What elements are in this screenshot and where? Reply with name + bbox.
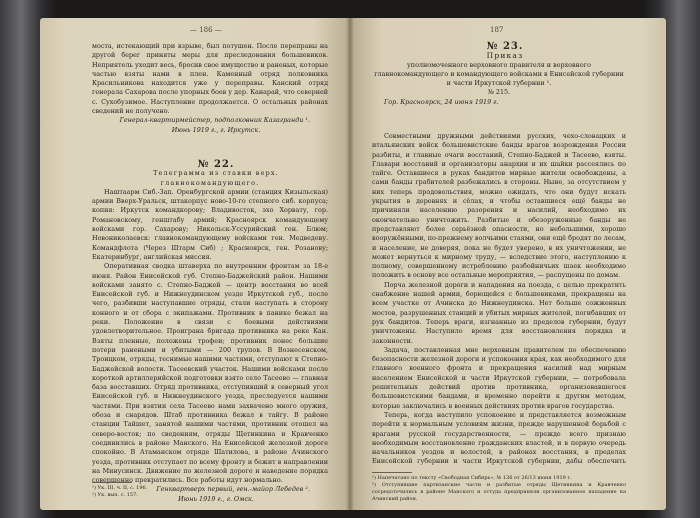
- right-doc-header: [372, 42, 626, 107]
- left-page: [40, 18, 350, 510]
- right-body: [372, 132, 626, 466]
- footnote-rule: [372, 472, 412, 473]
- telegram-title: Телеграмма из ставки верх. главнокомандующего.: [153, 169, 279, 187]
- doc-subtitle: уполномоченного верховного правителя и верховного главнокомандующего и командующего войсками в Енисейской губернии и части Иркутской губернии ¹.: [374, 60, 624, 88]
- left-footnotes: [92, 480, 328, 499]
- right-footnote: ²) Отступившие партизанские части и разбитые отряды Щетинкина и Кравченко сосредоточились в районе Манского и оттуда предприняли организованное нападение на Ачинский район.: [372, 482, 626, 502]
- doc-sub-number: № 215.: [487, 88, 511, 97]
- doc-kind: Приказ: [486, 51, 524, 61]
- left-top-paragraph: моста, истекающий при взрыве, был потушен. После переправы на другой берег приняты меры для преследования большевиков. Неприятель уходит весь, бросив свое имущество и раненых, которые частью взяты нами в плен. Каменный отряд полковника Красильникова находится уже у переправы. Канский отряд генерала Сахарова после упорных боев у дер. Канарай, что северней с. Сухобузимое. Наступление продолжается. О остальных районах сведений не получено.: [92, 42, 328, 116]
- body-paragraph: Порча железной дороги и нападения на поезда, с целью прекратить снабжение нашей армии, борющейся с большевиками, прекращены на всем участке от Ачинска до Нижнеудинска. Нет больше сожженных мостов, разрушенных станций и убитых мирных жителей, погибавших от рук бандитов. Теперь враги, изгнанные из пределов губернии, будут уничтожены. Наступило время для восстановления порядка и законности.: [372, 280, 626, 345]
- operational-summary: Оперативная сводка штаверха по внутренним фронтам за 18-е июня. Район Енисейской губ. Степно-Баджейский район. Нашими войсками занято с. Степно-Баджей — центр восстания во всей Енисейской губ. и Нижнеудинском уезде Иркутской губ., после чего, разбивши наступавшие отряды, стали наступать в сторону конного и от сбора с экипажами. Противник в панике бежал на реки. Положение в связи с боевыми действиями удовлетворительное. Проиграна бригада противника на реке Кан. Взяты пленные, положены трофеи; противник понес большие потери ранеными и убитыми — 200 трупов. В Вознесенском, Троицком, отряды, теснимые нашими частями, отступают к Степно-Баджейской волости. Тасеевский участок. Нашими войсками после короткой артиллерийской подготовки взято село Тасеево — главная база восставших. Отряд противника, отступивший в северный угол Енисейской губ. и Нижнеудинского уезда, преследуется нашими частями. При взятии села Тасеево нами захвачено много оружия, обоза и снарядов. Штаб противника бежал в тайгу. В районе станции Тайшет, занятой нашими частями, противник отошел на северо-восток; по сведениям, отряды Щетинкина и Кравченко соединились в районе Манского. На Енисейской железной дороге спокойно. В Атаманском отряде Шатилова, в районе Ачинского уезда, противник отступает по всему фронту и бежит в направлении на Минусинск. Движение по железной дороге и наведение порядка совершенно прекратились. Все работы идут нормально.: [92, 262, 328, 485]
- right-doc-number: № 23.: [486, 41, 524, 52]
- book-gutter: [346, 18, 354, 510]
- left-top-date: Июнь 1919 г., г. Иркутск.: [171, 125, 261, 134]
- left-page-number: — 186 —: [190, 26, 222, 34]
- left-bottom-signature: Генквартверх первый, ген.-майор Лебедев ².: [156, 485, 310, 494]
- left-bottom-date: Июнь 1919 г., г. Омск.: [178, 494, 254, 503]
- right-page: [350, 18, 666, 510]
- place-date: Гор. Красноярск, 24 июня 1919 г.: [384, 97, 499, 106]
- body-paragraph: Задача, поставленная мне верховным правителем по обеспечению безопасности железной дороги и успокоения края, как необходимого для главного военного фронта и прекращения насилий над мирным населением Енисейской и части Иркутской губернии, — потребовала решительных действий против противника, организовавшегося большевистскими бандами, и временно перейти к другим методам, которые заключались в военных действиях против врагов государства.: [372, 345, 626, 410]
- left-top-section: [92, 42, 328, 135]
- footnote-rule: [92, 482, 132, 483]
- left-top-signature: Генерал-квартирмейстер, подполковник Казагранди ¹.: [119, 116, 310, 125]
- left-doc-number: № 22.: [197, 159, 235, 170]
- right-footnotes: [372, 470, 626, 503]
- left-footnote: ¹) Ук. III, ч. II, с. 196.: [92, 485, 148, 491]
- body-paragraph: Совместными дружными действиями русских, чехо-словацких и итальянских войск большевистские банды врагов возрождения России разбиты, и главные очаги восстаний, Степно-Баджей и Тасеево, взяты. Главари восстаний и организаторы анархии и их шайки рассеялись по тайге. Оставшиеся в руках бандитов мирные жители освобождены, а сами банды грабителей разбежались в стороны. Ныне, за отсутствием у них теперь продовольствия, можно ожидать, что они будут искать укрытия в деревнях и сёлах, и чтобы оставшиеся ещё банды не причиняли населению разорения и насилий, необходимо их окончательно уничтожить. Разбитые и обезоруженные банды не представляют более серьёзной опасности, но небольшими, хорошо вооружёнными, по-прежнему волчьими стаями, они ещё бродят по лесам, и население, не доверяя, пока не будет уверено, в их уничтожении, не может вернуться к мирному труду, — вследствие этого, наступлению к полному, совершенному истреблению разбойничьих шаек необходимо положить в основу все остальные мероприятия, — распущены по домам.: [372, 132, 626, 280]
- right-page-number: 187: [490, 26, 504, 34]
- left-footnote: ²) Ук. вып. с. 157.: [92, 492, 138, 498]
- left-doc-section: [92, 160, 328, 504]
- telegram-addresses: Наштаарм Сиб.-Зап. Оренбургской армии (станция Кизыльская) армии Вверх-Уральск, штакорпус ново-10-го степного сиб. корпуса; копия: Иркутск командкорову; Владивосток, эхо Хорвату, гор. Романовскому, генштабу армий; Красноярск командующему войсками гор. Сахарову; Никольск-Уссурийский ген. Блюм; Новониколаевск: главнокомандующему войсками ген. Медведеву. Командфлота (Через Штарм Сиб) ; Красноярск, ген. Розанову; Екатеринбург, английская миссия.: [92, 187, 328, 261]
- body-paragraph: Теперь, когда наступило успокоение и представляется возможным перейти к нормальным условиям жизни, прежде нарушенной борьбой с врагами русской государственности, — прежде всего признаю необходимым восстановление гражданских властей, и в первую очередь начальников уездов и волостей, в районах восстания, в пределах Енисейской губернии и части Иркутской губернии, дабы обеспечить: [372, 410, 626, 466]
- right-footnote: ¹) Напечатано по тексту «Свободная Сибирь», № 136 от 26/13 июня 1919 г.: [372, 475, 572, 481]
